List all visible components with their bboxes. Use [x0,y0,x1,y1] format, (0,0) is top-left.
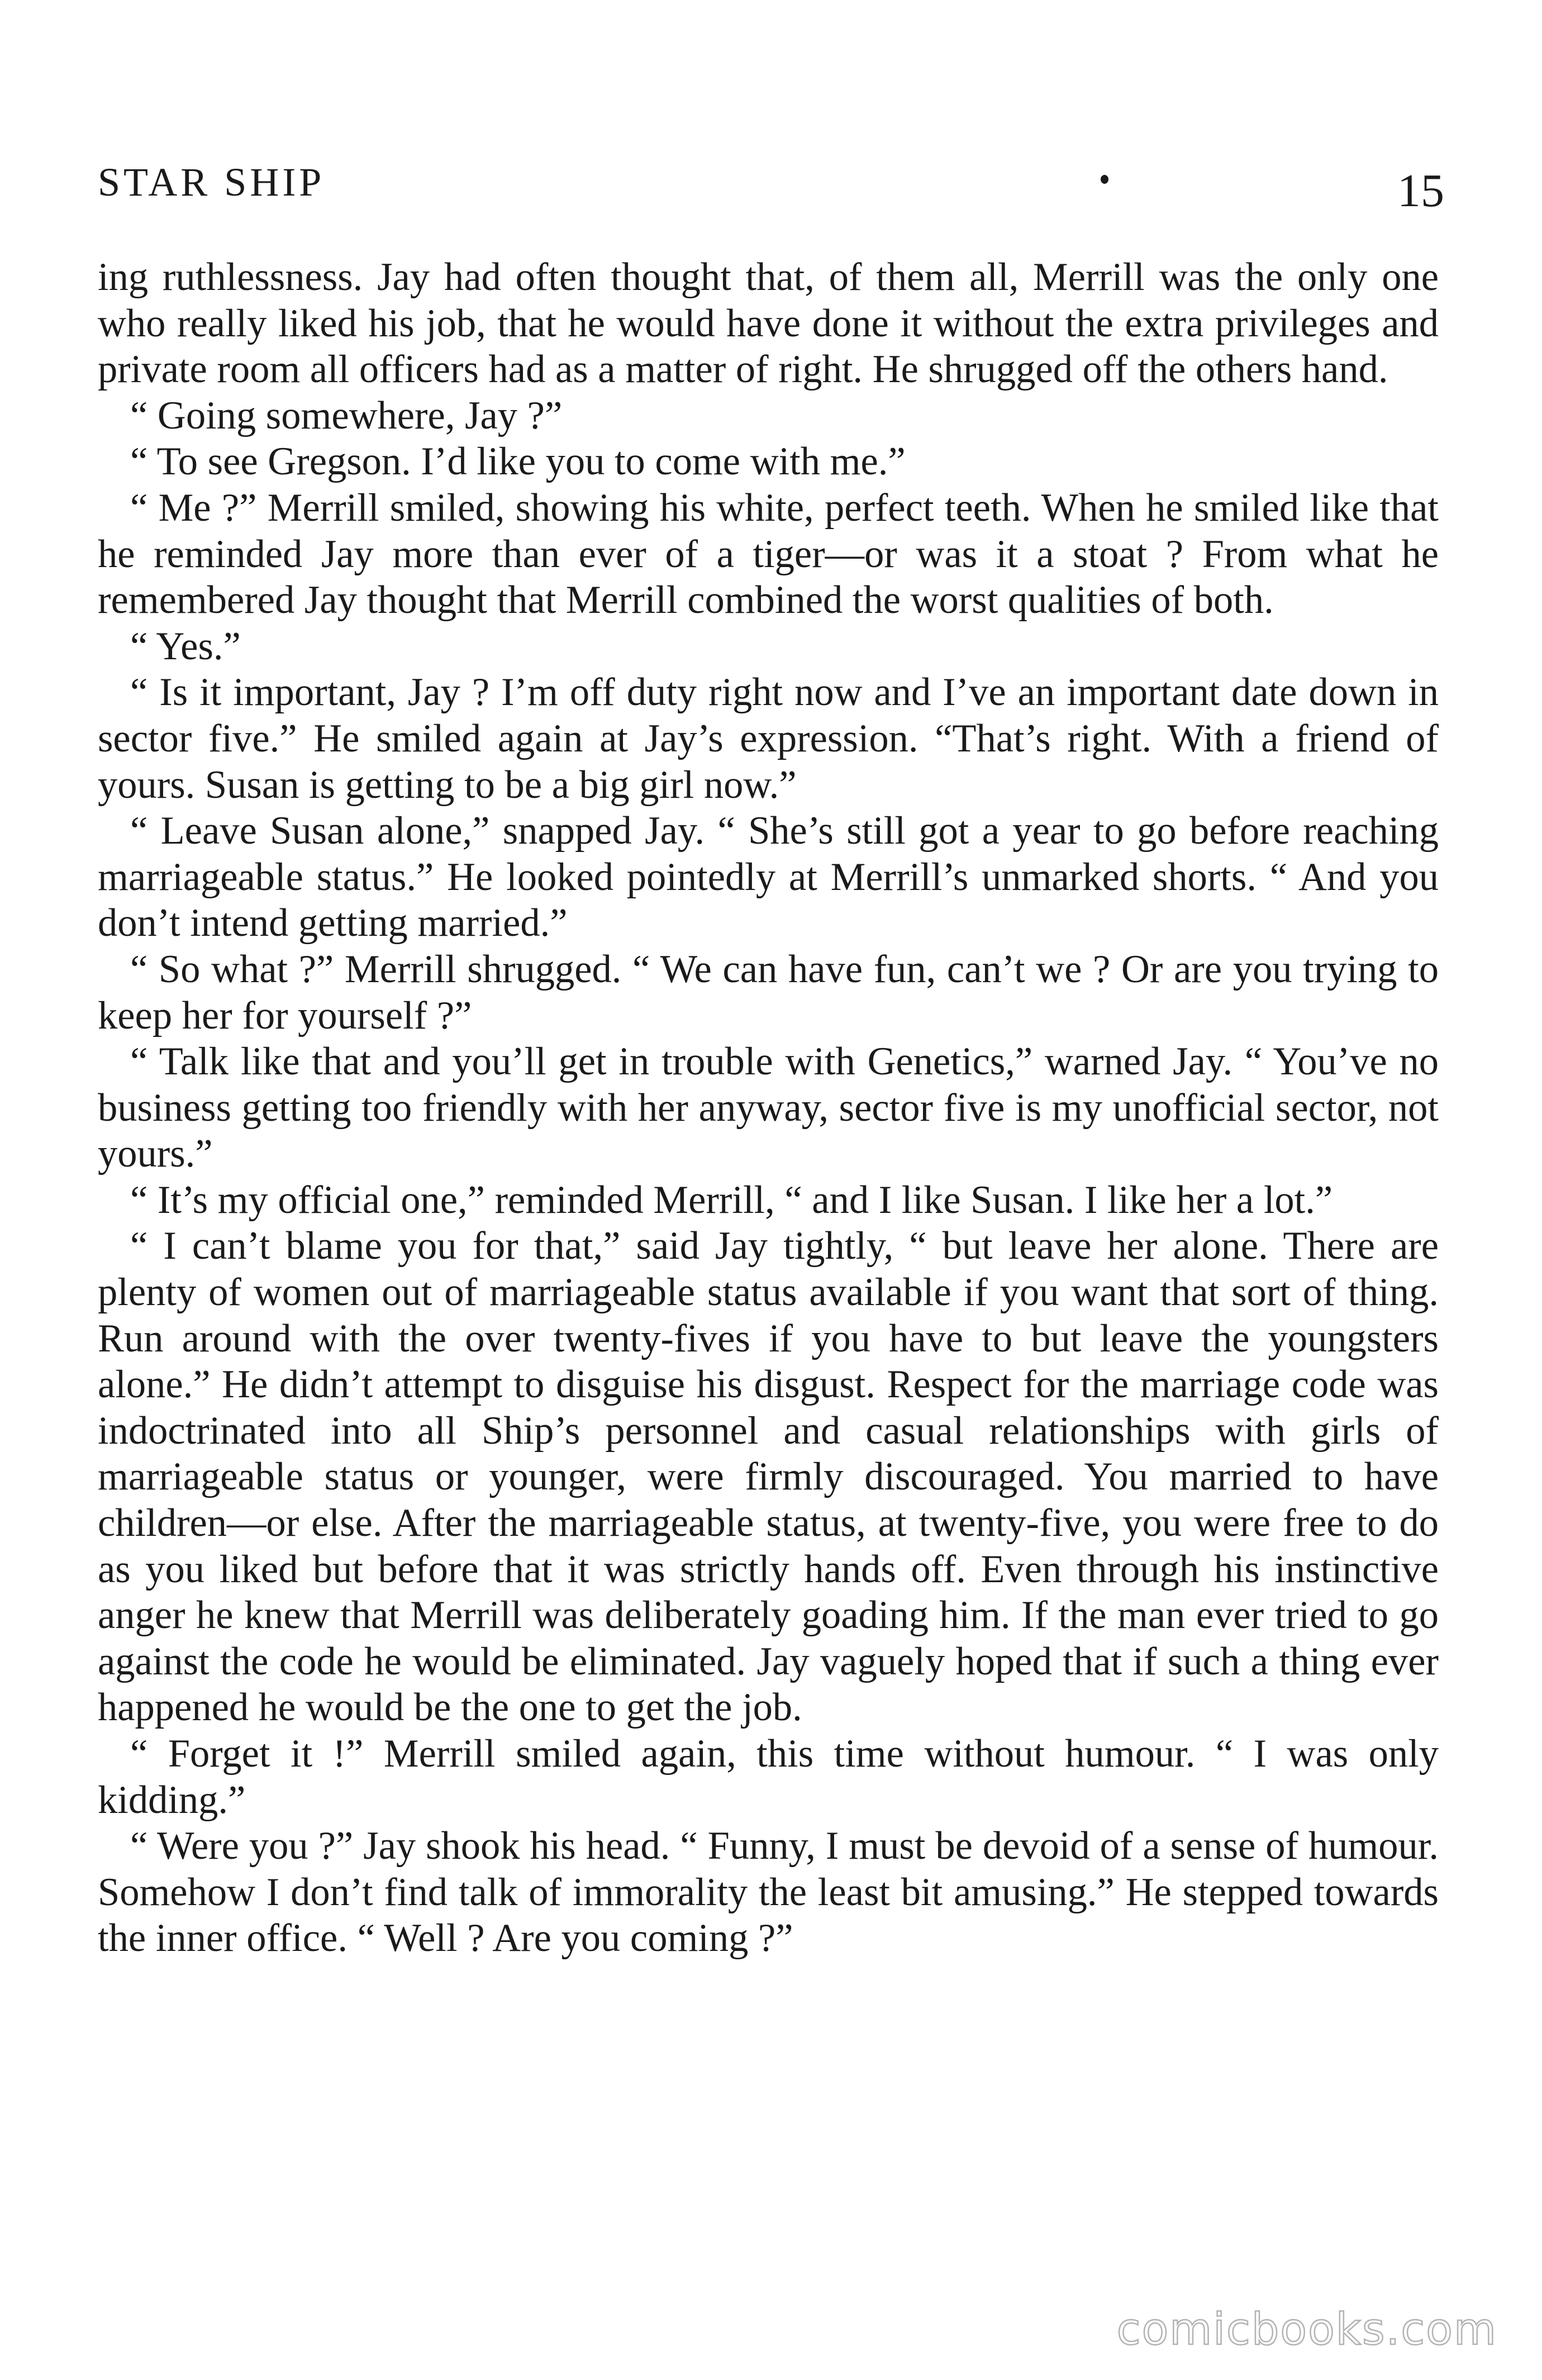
paragraph: “ Me ?” Merrill smiled, showing his white, perfect teeth. When he smiled like that he reminded Jay more than ever of a tiger—or was it a stoat ? From what he remembered Jay thought that Merrill combined the worst qualities of both. [98,485,1439,622]
running-title: STAR SHIP [98,160,325,204]
paragraph: “ I can’t blame you for that,” said Jay tightly, “ but leave her alone. There are plenty of women out of marriageable status available if you want that sort of thing. Run around with the over twenty-fives if you have to but leave the youngsters alone.” He didn’t attempt to disguise his disgust. Respect for the marriage code was indoctrinated into all Ship’s personnel and casual relationships with girls of marriageable status or younger, were firmly discouraged. You married to have children—or else. After the marriageable status, at twenty-five, you were free to do as you liked but before that it was strictly hands off. Even through his instinctive anger he knew that Merrill was deliberately goading him. If the man ever tried to go against the code he would be eliminated. Jay vaguely hoped that if such a thing ever happened he would be the one to get the job. [98,1224,1439,1730]
paragraph: “ Yes.” [130,624,241,668]
ornament-dot [1101,175,1108,184]
paragraph: “ Forget it !” Merrill smiled again, this time without humour. “ I was only kidding.” [98,1732,1439,1822]
paragraph: “ Talk like that and you’ll get in trouble with Genetics,” warned Jay. “ You’ve no business getting too friendly with her anyway, sector five is my unofficial sector, not yours.” [98,1040,1439,1176]
paragraph: “ Leave Susan alone,” snapped Jay. “ She’s still got a year to go before reaching marriageable status.” He looked pointedly at Merrill’s unmarked shorts. “ And you don’t intend getting married.” [98,809,1439,945]
body-text [98,254,1439,1962]
paragraph: “ It’s my official one,” reminded Merrill, “ and I like Susan. I like her a lot.” [130,1178,1333,1222]
running-header [98,159,1444,226]
paragraph: “ To see Gregson. I’d like you to come with me.” [130,440,906,484]
paragraph: “ Is it important, Jay ? I’m off duty right now and I’ve an important date down in sector five.” He smiled again at Jay’s expression. “That’s right. With a friend of yours. Susan is getting to be a big girl now.” [98,670,1439,807]
page-number: 15 [1397,165,1444,217]
paragraph: “ Going somewhere, Jay ?” [130,393,563,437]
paragraph: “ Were you ?” Jay shook his head. “ Funny, I must be devoid of a sense of humour. Somehow I don’t find talk of immorality the least bit amusing.” He stepped towards the inner office. “ Well ? Are you coming ?” [98,1824,1439,1960]
watermark: comicbooks.com [1116,2305,1497,2355]
paragraph-continuation: ing ruthlessness. Jay had often thought that, of them all, Merrill was the only one who really liked his job, that he would have done it without the extra privileges and private room all officers had as a matter of right. He shrugged off the others hand. [98,255,1439,392]
paragraph: “ So what ?” Merrill shrugged. “ We can have fun, can’t we ? Or are you trying to keep her for yourself ?” [98,947,1439,1037]
